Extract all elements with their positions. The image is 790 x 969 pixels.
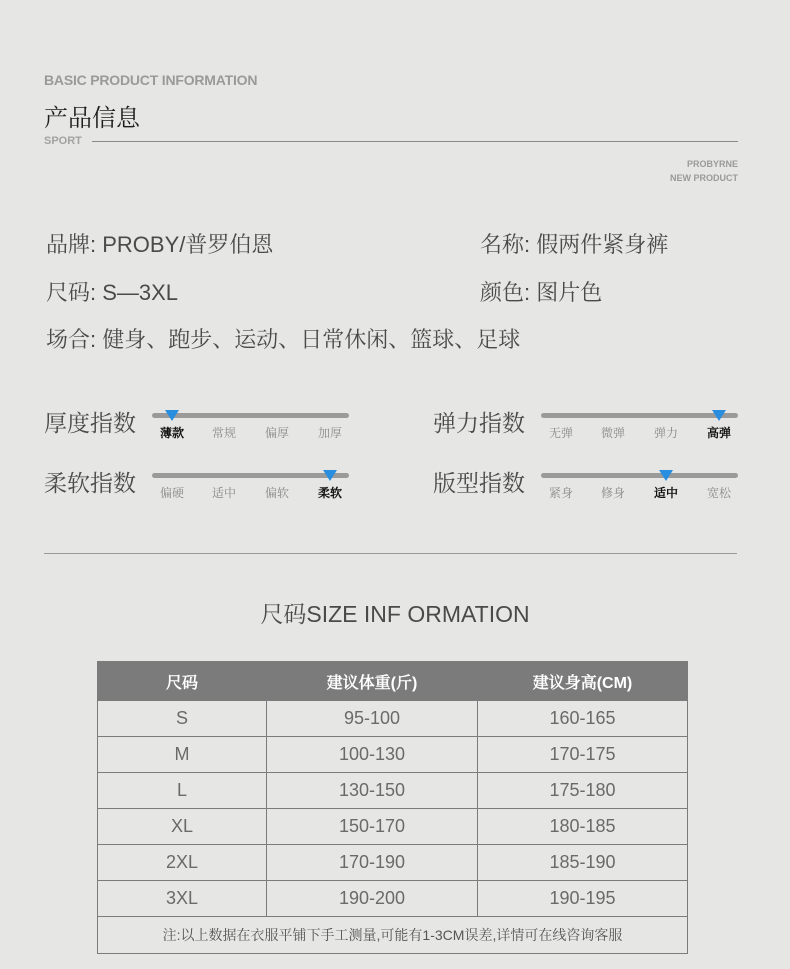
index-tick: 适中	[211, 486, 236, 500]
info-brand: 品牌: PROBY/普罗伯恩	[46, 232, 274, 257]
index-track	[152, 473, 349, 478]
table-row	[98, 701, 688, 737]
section-divider	[44, 553, 737, 554]
brand-name-small: PROBYRNE	[686, 159, 738, 169]
index-label: 厚度指数	[44, 410, 136, 436]
index-tick: 宽松	[706, 486, 731, 500]
height-cell: 180-185	[478, 809, 688, 845]
index-marker-icon	[712, 410, 726, 421]
size-cell: S	[98, 701, 267, 737]
thickness-index	[44, 402, 350, 452]
table-row	[98, 809, 688, 845]
col-header-weight: 建议体重(斤)	[267, 662, 478, 701]
col-header-height: 建议身高(CM)	[478, 662, 688, 701]
size-cell: XL	[98, 809, 267, 845]
height-cell: 170-175	[478, 737, 688, 773]
new-product-label: NEW PRODUCT	[670, 173, 738, 183]
size-cell: 3XL	[98, 881, 267, 917]
weight-cell: 95-100	[267, 701, 478, 737]
col-header-size: 尺码	[98, 662, 267, 701]
index-marker-icon	[659, 470, 673, 481]
table-row	[98, 737, 688, 773]
index-track	[541, 473, 738, 478]
index-marker-icon	[165, 410, 179, 421]
section-en-title: BASIC PRODUCT INFORMATION	[44, 72, 258, 88]
index-tick: 常规	[211, 426, 236, 440]
size-table	[97, 661, 688, 954]
elasticity-index	[433, 402, 739, 452]
index-track	[541, 413, 738, 418]
height-cell: 190-195	[478, 881, 688, 917]
index-tick: 薄款	[159, 426, 184, 440]
index-tick: 偏厚	[264, 426, 289, 440]
info-color: 颜色: 图片色	[480, 280, 603, 305]
index-marker-icon	[323, 470, 337, 481]
info-occasion: 场合: 健身、跑步、运动、日常休闲、篮球、足球	[46, 327, 521, 352]
weight-cell: 100-130	[267, 737, 478, 773]
index-tick: 加厚	[317, 426, 342, 440]
weight-cell: 170-190	[267, 845, 478, 881]
size-cell: 2XL	[98, 845, 267, 881]
index-tick: 适中	[653, 486, 678, 500]
size-section-title: 尺码SIZE INF ORMATION	[260, 601, 530, 627]
weight-cell: 150-170	[267, 809, 478, 845]
index-track	[152, 413, 349, 418]
height-cell: 175-180	[478, 773, 688, 809]
sport-label: SPORT	[44, 135, 82, 147]
index-tick: 微弹	[600, 426, 625, 440]
table-row	[98, 881, 688, 917]
index-tick: 偏硬	[159, 486, 184, 500]
height-cell: 185-190	[478, 845, 688, 881]
info-name: 名称: 假两件紧身裤	[480, 232, 669, 257]
weight-cell: 130-150	[267, 773, 478, 809]
info-size: 尺码: S—3XL	[46, 280, 179, 305]
index-label: 柔软指数	[44, 470, 136, 496]
size-note: 注:以上数据在衣服平铺下手工测量,可能有1-3CM误差,详情可在线咨询客服	[98, 917, 688, 954]
table-row	[98, 845, 688, 881]
index-tick: 高弹	[706, 426, 731, 440]
table-row	[98, 773, 688, 809]
section-cn-title: 产品信息	[44, 105, 140, 132]
index-tick: 偏软	[264, 486, 289, 500]
header-divider	[92, 141, 738, 142]
index-tick: 弹力	[653, 426, 678, 440]
softness-index	[44, 462, 350, 512]
index-label: 弹力指数	[433, 410, 525, 436]
size-cell: L	[98, 773, 267, 809]
index-tick: 紧身	[548, 486, 573, 500]
weight-cell: 190-200	[267, 881, 478, 917]
index-tick: 无弹	[548, 426, 573, 440]
size-cell: M	[98, 737, 267, 773]
height-cell: 160-165	[478, 701, 688, 737]
index-tick: 修身	[600, 486, 625, 500]
index-label: 版型指数	[433, 470, 525, 496]
fit-index	[433, 462, 739, 512]
index-tick: 柔软	[317, 486, 342, 500]
